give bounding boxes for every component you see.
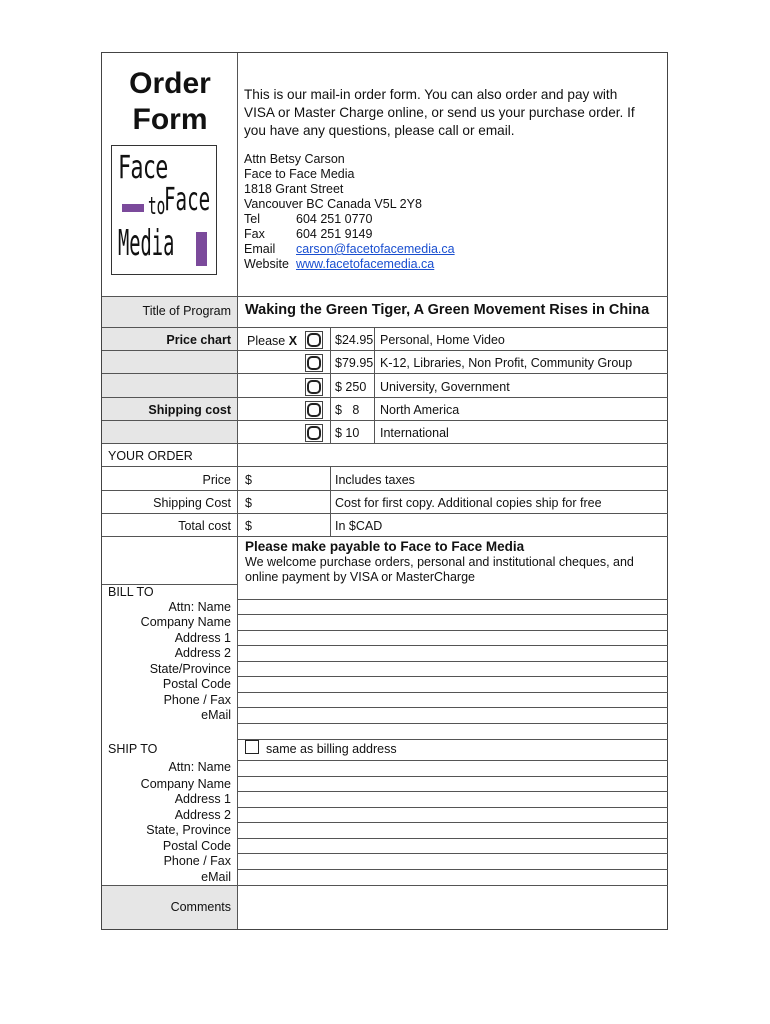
comments-field[interactable] [238, 886, 667, 929]
price-desc: University, Government [380, 380, 510, 394]
order-price-label: Price [202, 473, 231, 487]
bill-field-label: Phone / Fax [163, 693, 231, 707]
price-desc: K-12, Libraries, Non Profit, Community Group [380, 356, 633, 370]
ship-field-label: Address 2 [174, 808, 231, 822]
order-total-currency[interactable]: $ [245, 519, 252, 533]
comments-label: Comments [170, 900, 231, 914]
ship-field-label: Attn: Name [168, 760, 231, 774]
order-price-currency[interactable]: $ [245, 473, 252, 487]
ship-field-label: Address 1 [174, 792, 231, 806]
bill-field-label: eMail [201, 708, 231, 722]
order-shipping-note: Cost for first copy. Additional copies ship for free [335, 496, 602, 510]
ship-field-label: Company Name [140, 777, 231, 791]
price-value: $ 10 [335, 426, 360, 440]
shipping-cost-label: Shipping cost [148, 403, 231, 417]
company-logo: Face to Face Media [111, 145, 217, 275]
payable-note: Please make payable to Face to Face Media [245, 539, 525, 554]
price-desc: Personal, Home Video [380, 333, 505, 347]
bill-field-label: Address 2 [174, 646, 231, 660]
label-column-bg [102, 297, 237, 444]
bill-field-label: Address 1 [174, 631, 231, 645]
price-value: $ 250 [335, 380, 367, 394]
ship-field-label: Postal Code [162, 839, 231, 853]
option-radio-university[interactable] [307, 380, 321, 394]
ship-field-label: eMail [201, 870, 231, 884]
website-link[interactable]: www.facetofacemedia.ca [296, 257, 435, 271]
your-order-heading: YOUR ORDER [108, 449, 193, 463]
order-shipping-currency[interactable]: $ [245, 496, 252, 510]
option-radio-personal[interactable] [307, 333, 321, 347]
price-desc: International [380, 426, 449, 440]
bill-to-heading: BILL TO [108, 585, 154, 599]
ship-field-label: State, Province [146, 823, 231, 837]
program-label: Title of Program [142, 304, 231, 318]
form-title: Order Form [129, 67, 211, 136]
same-as-billing-checkbox[interactable] [245, 740, 259, 754]
bill-field-label: Attn: Name [168, 600, 231, 614]
contact-block: Attn Betsy Carson Face to Face Media 1818 Grant Street Vancouver BC Canada V5L 2Y8 Tel 604 251 0770 Fax 604 251 9149 Email carson@facetofacemedia.ca Website www.facetofacemedia.ca [244, 152, 455, 271]
order-price-note: Includes taxes [335, 473, 415, 487]
price-value: $ 8 [335, 403, 360, 417]
bill-field-label: Postal Code [162, 677, 231, 691]
intro-text: This is our mail-in order form. You can also order and pay with VISA or Master Charge online, or send us your purchase order. If you have any questions, please call or email. [244, 87, 635, 138]
ship-field-label: Phone / Fax [163, 854, 231, 868]
please-x: Please X [247, 334, 298, 348]
order-shipping-label: Shipping Cost [153, 496, 231, 510]
program-title: Waking the Green Tiger, A Green Movement Rises in China [245, 302, 650, 318]
ship-to-heading: SHIP TO [108, 742, 158, 756]
order-total-label: Total cost [178, 519, 231, 533]
welcome-note: We welcome purchase orders, personal and institutional cheques, and online payment by VISA or MasterCharge [245, 555, 634, 584]
price-chart-label: Price chart [166, 333, 231, 347]
order-total-note: In $CAD [335, 519, 383, 533]
price-value: $24.95 [335, 333, 374, 347]
bill-field-label: State/Province [149, 662, 231, 676]
price-desc: North America [380, 403, 460, 417]
price-value: $79.95 [335, 356, 374, 370]
same-as-billing-label: same as billing address [266, 742, 397, 756]
bill-field-label: Company Name [140, 615, 231, 629]
email-link[interactable]: carson@facetofacemedia.ca [296, 242, 455, 256]
option-radio-international[interactable] [307, 426, 321, 440]
option-radio-north-america[interactable] [307, 403, 321, 417]
option-radio-institution[interactable] [307, 356, 321, 370]
